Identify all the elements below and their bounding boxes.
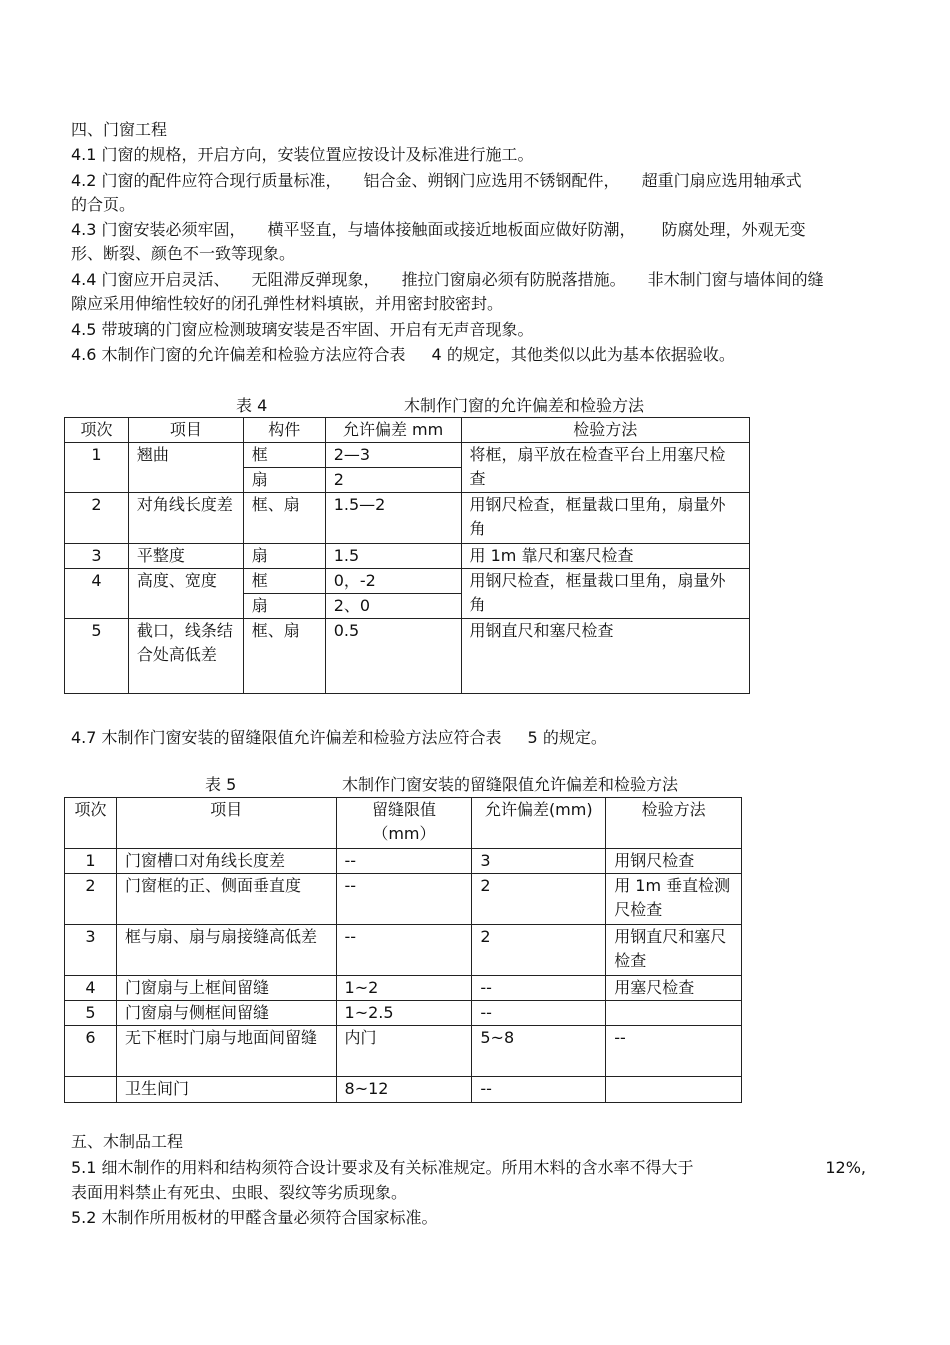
table-header-row	[65, 798, 742, 849]
header-cell: 允许偏差 mm	[325, 418, 461, 443]
table-cell: --	[336, 874, 472, 925]
header-cell: 项目	[128, 418, 243, 443]
table-cell: 用 1m 垂直检测尺检查	[606, 874, 742, 925]
para-4-4-cont: 隙应采用伸缩性较好的闭孔弹性材料填嵌，并用密封胶密封。	[71, 294, 504, 313]
table-row	[65, 493, 750, 544]
table-cell: 门窗框的正、侧面垂直度	[116, 874, 336, 925]
table-cell: 用钢尺检查，框量裁口里角，扇量外角	[461, 569, 750, 619]
table-cell: 门窗槽口对角线长度差	[116, 849, 336, 874]
table-cell: 3	[65, 925, 117, 976]
table-cell: 框	[243, 443, 325, 468]
table-cell: 2—3	[325, 443, 461, 468]
para-5-1: 5.1 细木制作的用料和结构须符合设计要求及有关标准规定。所用木料的含水率不得大于 12%,	[71, 1158, 866, 1177]
para-4-2-cont: 的合页。	[71, 195, 136, 214]
para-4-1: 4.1 门窗的规格，开启方向，安装位置应按设计及标准进行施工。	[71, 145, 534, 164]
table-cell: 卫生间门	[116, 1077, 336, 1103]
table-row	[65, 1077, 742, 1103]
table-cell: 框与扇、扇与扇接缝高低差	[116, 925, 336, 976]
table5-label: 表 5	[205, 775, 237, 794]
header-cell: 构件	[243, 418, 325, 443]
table-row	[65, 544, 750, 569]
table4-title: 木制作门窗的允许偏差和检验方法	[404, 396, 645, 415]
table-cell: 2	[472, 925, 606, 976]
table-cell: 1~2	[336, 976, 472, 1001]
table-row	[65, 976, 742, 1001]
table-cell	[65, 1077, 117, 1103]
header-cell: 留缝限值（mm）	[336, 798, 472, 849]
para-4-2: 4.2 门窗的配件应符合现行质量标准， 铝合金、朔钢门应选用不锈钢配件， 超重门扇应选用轴承式	[71, 171, 802, 190]
header-cell: 检验方法	[606, 798, 742, 849]
table-cell: 高度、宽度	[128, 569, 243, 619]
table-cell: 2	[65, 874, 117, 925]
table-cell: --	[472, 1077, 606, 1103]
table-cell: 门窗扇与上框间留缝	[116, 976, 336, 1001]
table-cell: 4	[65, 569, 129, 619]
header-cell: 项次	[65, 798, 117, 849]
table-row	[65, 925, 742, 976]
para-4-5: 4.5 带玻璃的门窗应检测玻璃安装是否牢固、开启有无声音现象。	[71, 320, 534, 339]
table-cell: 5	[65, 619, 129, 694]
table-cell: 2	[65, 493, 129, 544]
table-cell: 0，-2	[325, 569, 461, 594]
para-4-3-cont: 形、断裂、颜色不一致等现象。	[71, 244, 296, 263]
table-row	[65, 619, 750, 694]
table-cell: 5~8	[472, 1026, 606, 1077]
table-cell: 8~12	[336, 1077, 472, 1103]
table-cell: 1.5—2	[325, 493, 461, 544]
table-cell: 1.5	[325, 544, 461, 569]
table-cell: 平整度	[128, 544, 243, 569]
table-cell: 4	[65, 976, 117, 1001]
table-cell: 用钢直尺和塞尺检查	[606, 925, 742, 976]
table-cell: --	[336, 849, 472, 874]
table-header-row	[65, 418, 750, 443]
table5	[64, 797, 742, 1103]
table-row	[65, 1001, 742, 1026]
table-cell: 对角线长度差	[128, 493, 243, 544]
table4	[64, 417, 750, 694]
table-cell: 用钢尺检查	[606, 849, 742, 874]
para-5-1-cont: 表面用料禁止有死虫、虫眼、裂纹等劣质现象。	[71, 1183, 408, 1202]
header-cell: 项目	[116, 798, 336, 849]
header-cell: 检验方法	[461, 418, 750, 443]
table-cell: 用塞尺检查	[606, 976, 742, 1001]
table-cell: 框、扇	[243, 493, 325, 544]
table-cell: 1	[65, 443, 129, 493]
section4-heading: 四、门窗工程	[71, 120, 168, 139]
table-cell: 5	[65, 1001, 117, 1026]
table-cell	[606, 1077, 742, 1103]
table-cell: 用 1m 靠尺和塞尺检查	[461, 544, 750, 569]
table-cell: 3	[65, 544, 129, 569]
para-4-4: 4.4 门窗应开启灵活、 无阻滞反弹现象， 推拉门窗扇必须有防脱落措施。 非木制门窗与墙体间的缝	[71, 270, 824, 289]
table-cell: 2	[472, 874, 606, 925]
table-cell: 用钢尺检查，框量裁口里角，扇量外角	[461, 493, 750, 544]
table-cell: 截口，线条结合处高低差	[128, 619, 243, 694]
table-cell: 扇	[243, 468, 325, 493]
table-cell	[606, 1001, 742, 1026]
table-cell: 门窗扇与侧框间留缝	[116, 1001, 336, 1026]
table-cell: 扇	[243, 544, 325, 569]
table-cell: 1	[65, 849, 117, 874]
table-cell: 2、0	[325, 594, 461, 619]
table-cell: 将框，扇平放在检查平台上用塞尺检查	[461, 443, 750, 493]
table-cell: 翘曲	[128, 443, 243, 493]
table-cell: 无下框时门扇与地面间留缝	[116, 1026, 336, 1077]
table-row	[65, 1026, 742, 1077]
table-row	[65, 569, 750, 594]
table-cell: 1~2.5	[336, 1001, 472, 1026]
section5-heading: 五、木制品工程	[71, 1132, 184, 1151]
header-cell: 项次	[65, 418, 129, 443]
header-cell: 允许偏差(mm)	[472, 798, 606, 849]
table-row	[65, 443, 750, 468]
table-row	[65, 849, 742, 874]
para-4-3: 4.3 门窗安装必须牢固， 横平竖直，与墙体接触面或接近地板面应做好防潮， 防腐处理，外观无变	[71, 220, 806, 239]
table-cell: --	[606, 1026, 742, 1077]
table5-title: 木制作门窗安装的留缝限值允许偏差和检验方法	[342, 775, 679, 794]
table-cell: 用钢直尺和塞尺检查	[461, 619, 750, 694]
table-cell: 0.5	[325, 619, 461, 694]
para-4-7: 4.7 木制作门窗安装的留缝限值允许偏差和检验方法应符合表 5 的规定。	[71, 728, 607, 747]
table-cell: 内门	[336, 1026, 472, 1077]
table-cell: --	[472, 976, 606, 1001]
table-cell: 2	[325, 468, 461, 493]
table-cell: 3	[472, 849, 606, 874]
para-4-6: 4.6 木制作门窗的允许偏差和检验方法应符合表 4 的规定，其他类似以此为基本依据验收。	[71, 345, 735, 364]
table-cell: 框、扇	[243, 619, 325, 694]
table-cell: 扇	[243, 594, 325, 619]
table-cell: 6	[65, 1026, 117, 1077]
table4-label: 表 4	[236, 396, 268, 415]
table-row	[65, 874, 742, 925]
table-cell: --	[336, 925, 472, 976]
para-5-2: 5.2 木制作所用板材的甲醛含量必须符合国家标准。	[71, 1208, 438, 1227]
table-cell: 框	[243, 569, 325, 594]
table-cell: --	[472, 1001, 606, 1026]
